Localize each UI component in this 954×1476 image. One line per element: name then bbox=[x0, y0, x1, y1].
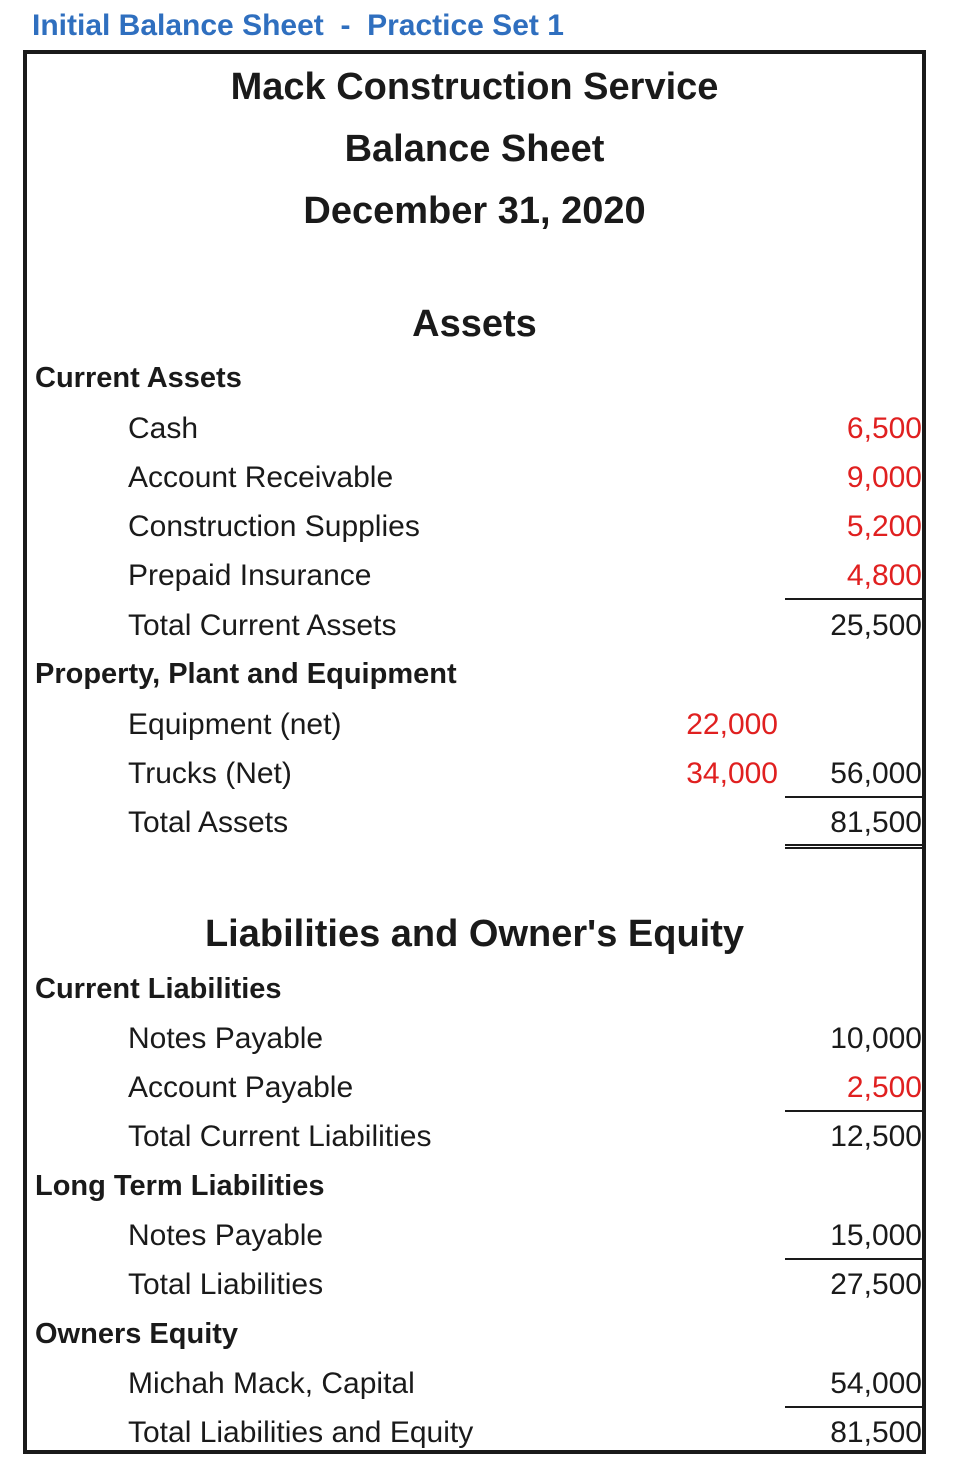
row-amount: 15,000 bbox=[785, 1211, 922, 1260]
row-label: Notes Payable bbox=[128, 1219, 324, 1252]
row-label: Cash bbox=[128, 412, 199, 445]
row-label: Account Receivable bbox=[128, 461, 394, 494]
category-label: Current Assets bbox=[35, 362, 242, 394]
row-amount: 54,000 bbox=[785, 1359, 922, 1408]
row-amount: 34,000 bbox=[686, 757, 778, 790]
total-label: Total Liabilities and Equity bbox=[128, 1416, 474, 1449]
table-row bbox=[27, 404, 922, 453]
table-row bbox=[27, 551, 922, 600]
row-label: Equipment (net) bbox=[128, 708, 342, 741]
row-amount: 6,500 bbox=[846, 412, 922, 445]
row-label: Account Payable bbox=[128, 1071, 354, 1104]
table-row bbox=[27, 700, 922, 749]
owners-equity-header bbox=[27, 1310, 922, 1359]
table-row bbox=[27, 749, 922, 798]
subtotal-amount: 56,000 bbox=[785, 749, 922, 798]
total-amount: 25,500 bbox=[830, 609, 922, 642]
total-row bbox=[27, 798, 922, 847]
liabilities-equity-heading: Liabilities and Owner's Equity bbox=[204, 913, 745, 955]
balance-sheet bbox=[23, 50, 926, 1454]
total-label: Total Assets bbox=[128, 806, 289, 839]
total-amount: 12,500 bbox=[830, 1120, 922, 1153]
long-term-liabilities-header bbox=[27, 1162, 922, 1211]
row-label: Notes Payable bbox=[128, 1022, 324, 1055]
row-amount: 10,000 bbox=[830, 1022, 922, 1055]
row-amount: 22,000 bbox=[686, 708, 778, 741]
current-liabilities-header bbox=[27, 965, 922, 1014]
category-label: Current Liabilities bbox=[35, 973, 282, 1005]
total-row bbox=[27, 1408, 922, 1457]
statement-date: December 31, 2020 bbox=[303, 190, 646, 232]
total-row bbox=[27, 1260, 922, 1309]
table-row bbox=[27, 1063, 922, 1112]
ppe-header bbox=[27, 650, 922, 699]
total-amount: 27,500 bbox=[830, 1268, 922, 1301]
statement-title: Balance Sheet bbox=[344, 128, 605, 170]
row-label: Prepaid Insurance bbox=[128, 559, 372, 592]
row-label: Construction Supplies bbox=[128, 510, 420, 543]
row-amount: 9,000 bbox=[846, 461, 922, 494]
current-assets-header bbox=[27, 354, 922, 403]
assets-heading: Assets bbox=[412, 303, 537, 345]
page-title: Initial Balance Sheet - Practice Set 1 bbox=[32, 9, 564, 42]
table-row bbox=[27, 1014, 922, 1063]
row-amount: 5,200 bbox=[846, 510, 922, 543]
table-row bbox=[27, 453, 922, 502]
total-label: Total Current Liabilities bbox=[128, 1120, 432, 1153]
table-row bbox=[27, 502, 922, 551]
category-label: Owners Equity bbox=[35, 1318, 239, 1350]
total-row bbox=[27, 601, 922, 650]
total-amount: 81,500 bbox=[785, 798, 922, 849]
total-label: Total Liabilities bbox=[128, 1268, 324, 1301]
category-label: Property, Plant and Equipment bbox=[35, 658, 457, 690]
row-amount: 4,800 bbox=[785, 551, 922, 600]
row-amount: 2,500 bbox=[785, 1063, 922, 1112]
table-row bbox=[27, 1359, 922, 1408]
row-label: Trucks (Net) bbox=[128, 757, 292, 790]
table-row bbox=[27, 1211, 922, 1260]
total-label: Total Current Assets bbox=[128, 609, 397, 642]
total-row bbox=[27, 1112, 922, 1161]
category-label: Long Term Liabilities bbox=[35, 1170, 325, 1202]
row-label: Michah Mack, Capital bbox=[128, 1367, 415, 1400]
total-amount: 81,500 bbox=[830, 1416, 922, 1449]
company-name: Mack Construction Service bbox=[230, 66, 719, 108]
